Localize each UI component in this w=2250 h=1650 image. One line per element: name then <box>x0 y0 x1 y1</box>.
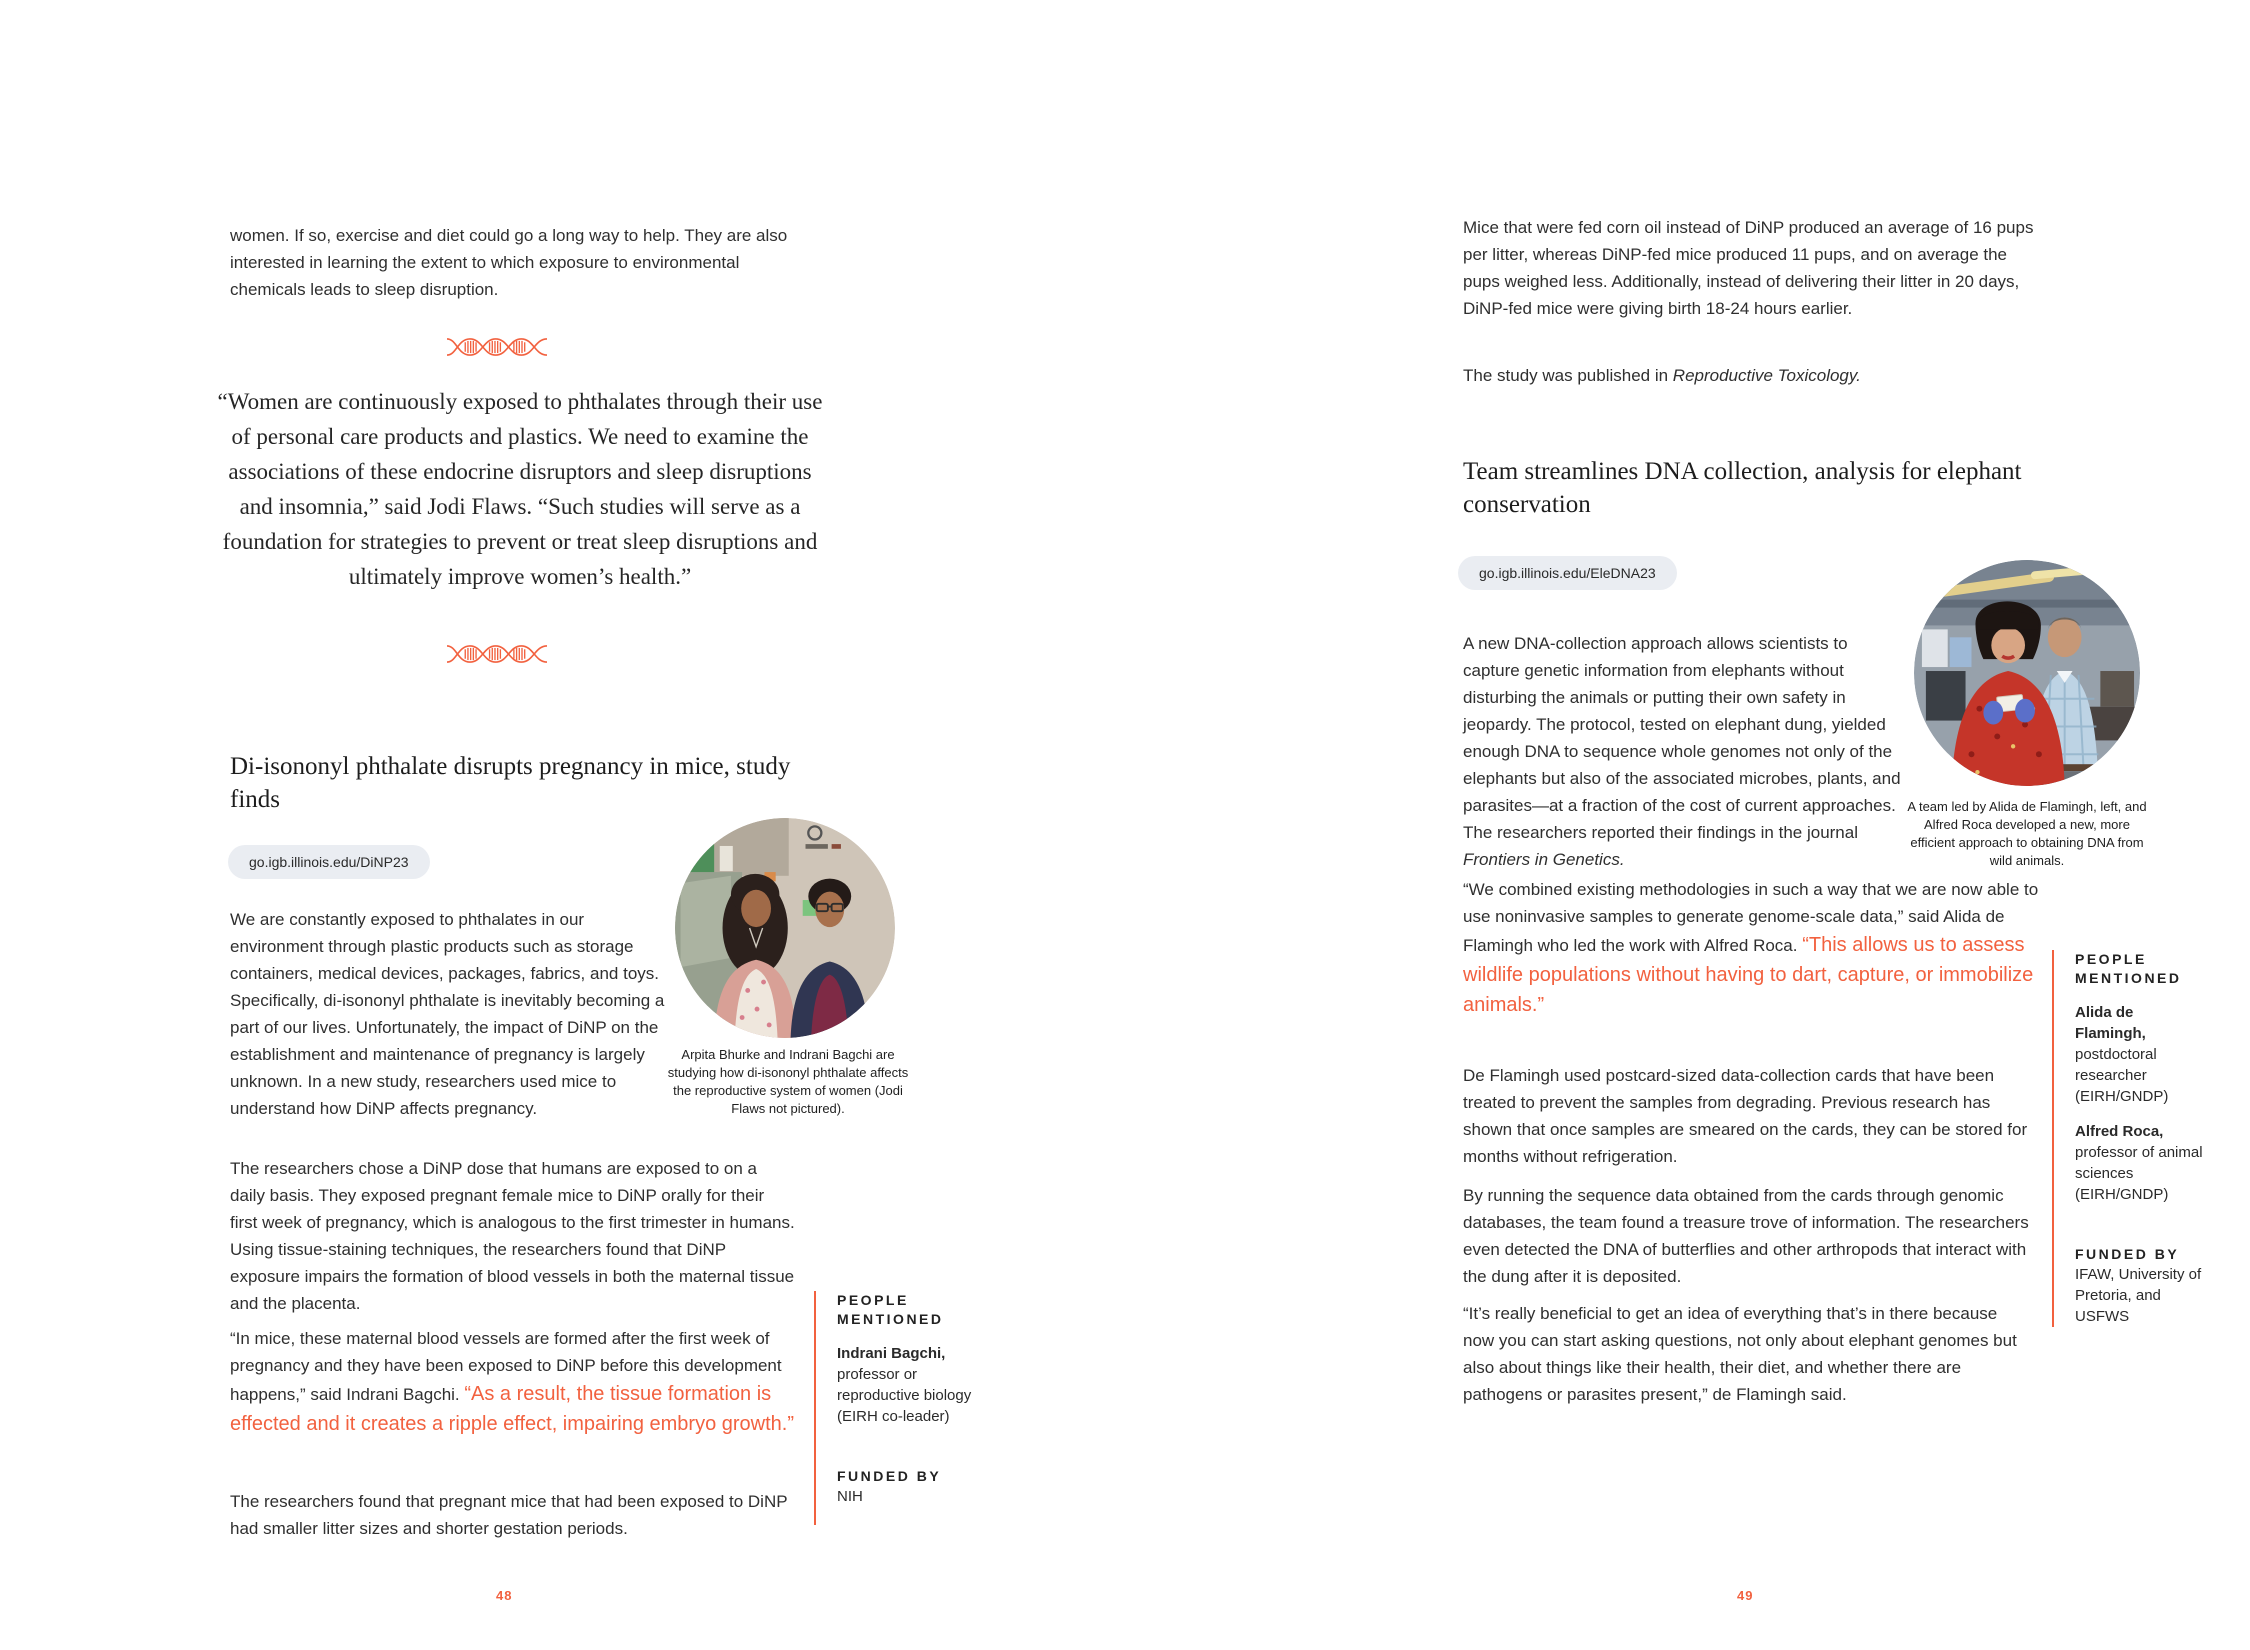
article-title: Di-isononyl phthalate disrupts pregnancy in mice, study finds <box>230 753 791 813</box>
funded-by-text: NIH <box>837 1488 863 1505</box>
photo-caption: Arpita Bhurke and Indrani Bagchi are studying how di-isononyl phthalate affects the reproductive system of women (Jodi Flaws not pictured). <box>667 1047 909 1116</box>
people-mentioned-heading: PEOPLE MENTIONED <box>837 1292 944 1327</box>
article-paragraph: By running the sequence data obtained from the cards through genomic databases, the team found a treasure trove of information. The researchers even detected the DNA of butterflies and other arthropods that interact with the dung after it is deposited. <box>1463 1186 2029 1286</box>
continued-paragraph: Mice that were fed corn oil instead of DiNP produced an average of 16 pups per litter, whereas DiNP-fed mice produced 11 pups, and on average the pups weighed less. Additionally, instead of delivering their litter in 20 days, DiNP-fed mice were giving birth 18-24 hours earlier. <box>1463 218 2034 318</box>
funded-by-text: IFAW, University of Pretoria, and USFWS <box>2075 1266 2202 1325</box>
people-mentioned-sidebar <box>814 1291 977 1525</box>
continued-paragraph: women. If so, exercise and diet could go a long way to help. They are also interested in learning the extent to which exposure to environmental chemicals leads to sleep disruption. <box>230 226 788 299</box>
published-text: The study was published in <box>1463 366 1673 385</box>
person-entry <box>837 1343 977 1427</box>
dna-divider-icon <box>447 338 547 356</box>
pull-quote: “Women are continuously exposed to phthalates through their use of personal care products and plastics. We need to examine the associations of these endocrine disruptors and sleep disruptions and insomnia,” said Jodi Flaws. “Such studies will serve as a foundation for strategies to prevent or treat sleep disruptions and ultimately improve women’s health.” <box>217 389 823 589</box>
article-paragraph: De Flamingh used postcard-sized data-collection cards that have been treated to prevent the samples from degrading. Previous research has shown that once samples are smeared on the cards, they can be stored for months without refrigeration. <box>1463 1066 2028 1166</box>
dna-team-photo <box>1914 560 2140 786</box>
person-name: Indrani Bagchi, <box>837 1345 946 1362</box>
article-link-badge[interactable]: go.igb.illinois.edu/EleDNA23 <box>1458 556 1677 590</box>
funded-by-heading: FUNDED BY <box>2075 1246 2180 1262</box>
article-paragraph <box>1463 876 2041 1020</box>
paragraph-text: A new DNA-collection approach allows scientists to capture genetic information from elephants without disturbing the animals or putting their own safety in jeopardy. The protocol, tested on elephant dung, yielded enough DNA to sequence whole genomes not only of the elephants but also of the associated microbes, plants, and parasites—at a fraction of the cost of current approaches. The researchers reported their findings in the journal <box>1463 634 1901 842</box>
lab-researchers-photo <box>675 818 895 1038</box>
people-mentioned-sidebar <box>2052 950 2205 1327</box>
article-paragraph: The researchers chose a DiNP dose that humans are exposed to on a daily basis. They exposed pregnant female mice to DiNP orally for their first week of pregnancy, which is analogous to the first trimester in humans. Using tissue-staining techniques, the researchers found that DiNP exposure impairs the formation of blood vessels in both the maternal tissue and the placenta. <box>230 1159 795 1313</box>
people-mentioned-heading: PEOPLE MENTIONED <box>2075 951 2182 986</box>
person-role: professor of animal sciences (EIRH/GNDP) <box>2075 1144 2203 1203</box>
photo-caption: A team led by Alida de Flamingh, left, and Alfred Roca developed a new, more efficient approach to obtaining DNA from wild animals. <box>1907 799 2147 868</box>
highlighted-quote: “As a result, the tissue formation is effected and it creates a ripple effect, impairing embryo growth.” <box>230 1383 794 1435</box>
paragraph-text: “In mice, these maternal blood vessels are formed after the first week of pregnancy and they have been exposed to DiNP before this development happens,” said Indrani Bagchi. <box>230 1329 782 1404</box>
highlighted-quote: “This allows us to assess wildlife populations without having to dart, capture, or immobilize animals.” <box>1463 934 2034 1016</box>
page-number: 49 <box>1737 1588 1754 1603</box>
funded-by-heading: FUNDED BY <box>837 1468 942 1484</box>
article-link-badge[interactable]: go.igb.illinois.edu/DiNP23 <box>228 845 430 879</box>
person-role: professor or reproductive biology (EIRH co-leader) <box>837 1366 972 1425</box>
dna-divider-icon <box>447 645 547 663</box>
paragraph-text: “We combined existing methodologies in such a way that we are now able to use noninvasive samples to generate genome-scale data,” said Alida de Flamingh who led the work with Alfred Roca. <box>1463 880 2039 955</box>
article-paragraph: The researchers found that pregnant mice that had been exposed to DiNP had smaller litter sizes and shorter gestation periods. <box>230 1492 788 1538</box>
article-paragraph: We are constantly exposed to phthalates in our environment through plastic products such as storage containers, medical devices, packages, fabrics, and toys. Specifically, di-isononyl phthalate is inevitably becoming a part of our lives. Unfortunately, the impact of DiNP on the establishment and maintenance of pregnancy is largely unknown. In a new study, researchers used mice to understand how DiNP affects pregnancy. <box>230 910 665 1118</box>
journal-name: Frontiers in Genetics. <box>1463 850 1625 869</box>
person-entry <box>2075 1121 2205 1205</box>
published-line <box>1463 362 2048 389</box>
journal-name: Reproductive Toxicology. <box>1672 366 1861 385</box>
article-paragraph <box>1463 630 1903 873</box>
right-page <box>1125 0 2250 1650</box>
article-paragraph <box>230 1325 795 1439</box>
person-name: Alfred Roca, <box>2075 1123 2164 1140</box>
page-number: 48 <box>496 1588 513 1603</box>
person-role: postdoctoral researcher (EIRH/GNDP) <box>2075 1046 2169 1105</box>
article-paragraph: “It’s really beneficial to get an idea of everything that’s in there because now you can start asking questions, not only about elephant genomes but also about things like their health, their diet, and whether there are pathogens or parasites present,” de Flamingh said. <box>1463 1304 2017 1404</box>
article-title: Team streamlines DNA collection, analysis for elephant conservation <box>1463 458 2022 518</box>
person-entry <box>2075 1002 2205 1107</box>
person-name: Alida de Flamingh, <box>2075 1004 2146 1042</box>
